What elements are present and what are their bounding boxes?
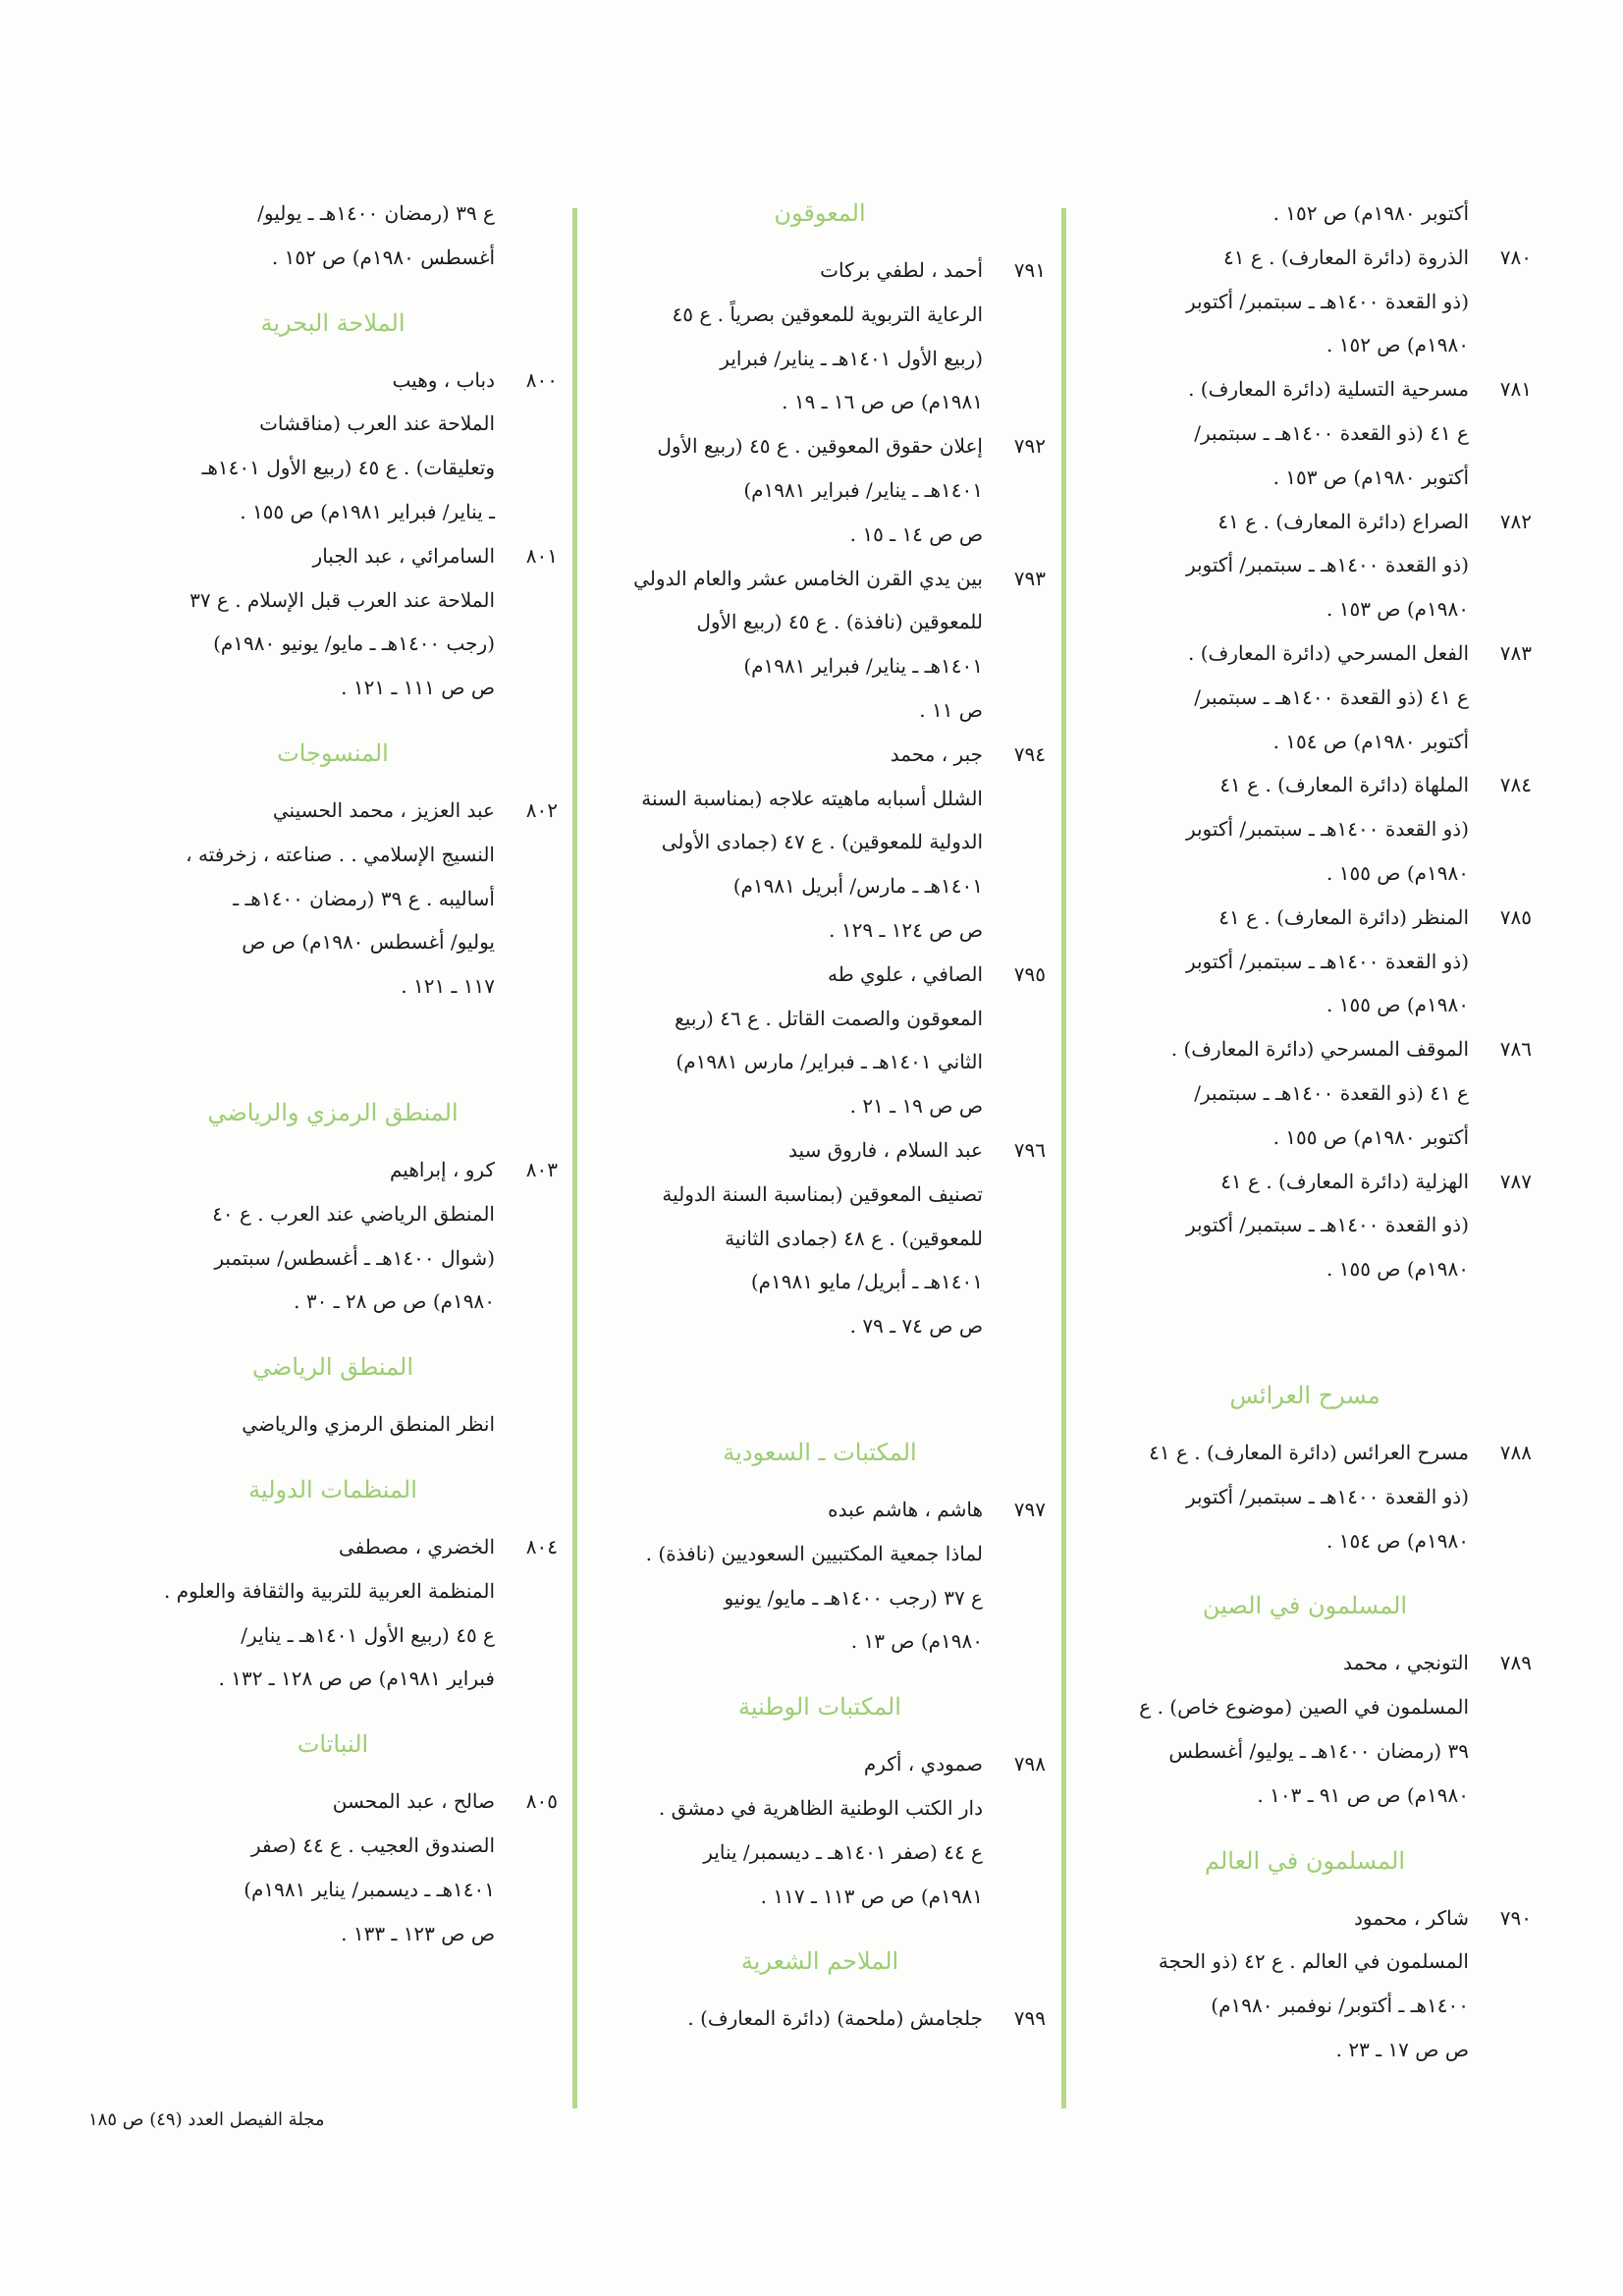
text-line: الملهاة (دائرة المعارف) . ع ٤١: [1219, 773, 1469, 797]
entry-text: [1078, 1896, 1469, 2072]
entry-text: [594, 248, 983, 424]
text-line: ص ص ١١١ ـ ١٢١ .: [341, 676, 495, 700]
text-line: ١٩٨٠م) ص ١٥٥ .: [1325, 860, 1469, 885]
entry-number: ٧٩٧: [1013, 1497, 1046, 1521]
entry-number: ٨٠٤: [525, 1534, 558, 1558]
text-line: ـ يناير/ فبراير ١٩٨١م) ص ١٥٥ .: [240, 499, 495, 523]
column-middle: [594, 191, 1046, 2041]
entry-number: ٧٩٠: [1499, 1905, 1532, 1930]
section-heading: المعوقون: [774, 199, 866, 227]
index-entry: [1078, 1896, 1532, 2072]
text-line: ٣٩ (رمضان ١٤٠٠هـ ـ يوليو/ أغسطس: [1168, 1738, 1469, 1763]
entry-number: ٧٩٢: [1013, 434, 1046, 459]
text-line: للمعوقين (نافذة) . ع ٤٥ (ربيع الأول: [696, 610, 983, 634]
text-line: الملاحة عند العرب (مناقشات: [259, 411, 495, 436]
text-line: (ذو القعدة ١٤٠٠هـ ـ سبتمبر/ أكتوبر: [1185, 553, 1469, 577]
text-line: ١٩٨١م) ص ص ١١٣ ـ ١١٧ .: [760, 1884, 983, 1908]
text-line: ١٩٨٠م) ص ١٣ .: [850, 1629, 983, 1654]
text-line: الشلل أسبابه ماهيته علاجه (بمناسبة السنة: [641, 786, 983, 810]
column-left: [108, 191, 558, 1955]
entry-list: [108, 358, 558, 710]
entry-number: ٨٠١: [525, 543, 558, 568]
entry-number: ٨٠٠: [525, 367, 558, 392]
entry-text: [1078, 367, 1469, 499]
text-line: الفعل المسرحي (دائرة المعارف) .: [1188, 640, 1469, 665]
text-line: يوليو/ أغسطس ١٩٨٠م) ص ص: [242, 930, 495, 955]
text-line: ص ص ١٤ ـ ١٥ .: [849, 521, 983, 546]
text-line: ع ٤٥ (ربيع الأول ١٤٠١هـ ـ يناير/: [241, 1622, 495, 1647]
text-line: دباب ، وهيب: [392, 367, 495, 392]
entry-number: ٧٩٨: [1013, 1752, 1046, 1777]
section-heading: المنظمات الدولية: [248, 1475, 417, 1503]
entry-text: [594, 1488, 983, 1664]
text-line: ١٩٨٠م) ص ١٥٤ .: [1325, 1528, 1469, 1553]
text-line: أكتوبر ١٩٨٠م) ص ١٥٢ .: [1272, 201, 1469, 225]
text-line: ص ص ١٧ ـ ٢٣ .: [1335, 2037, 1469, 2061]
text-line: الصافي ، علوي طه: [827, 961, 983, 986]
entry-text: [1078, 631, 1469, 763]
text-line: الهزلية (دائرة المعارف) . ع ٤١: [1220, 1169, 1469, 1193]
entry-text: [108, 1525, 495, 1701]
index-entry: [594, 1488, 1046, 1664]
text-line: ١٤٠١هـ ـ يناير/ فبراير ١٩٨١م): [743, 477, 983, 502]
entry-number: ٧٨٤: [1499, 773, 1532, 797]
index-entry: [594, 248, 1046, 424]
entry-list: [1078, 1431, 1532, 1562]
entry-number: ٨٠٢: [525, 797, 558, 822]
entry-number: ٧٨٥: [1499, 904, 1532, 929]
text-line: للمعوقين) . ع ٤٨ (جمادى الثانية: [725, 1226, 983, 1250]
entry-number: ٧٩٥: [1013, 961, 1046, 986]
entry-text: [108, 789, 495, 1009]
text-line: ص ص ١٩ ـ ٢١ .: [849, 1094, 983, 1119]
entry-number: ٧٨٣: [1499, 640, 1532, 665]
text-line: ١٤٠١هـ ـ مارس/ أبريل ١٩٨١م): [732, 874, 983, 899]
text-line: مسرح العرائس (دائرة المعارف) . ع ٤١: [1149, 1440, 1469, 1464]
text-line: جلجامش (ملحمة) (دائرة المعارف) .: [687, 2006, 983, 2031]
text-line: ع ٤١ (ذو القعدة ١٤٠٠هـ ـ سبتمبر/: [1194, 420, 1469, 445]
continuation-text: [1078, 191, 1532, 236]
text-line: الخضري ، مصطفى: [338, 1534, 495, 1558]
entry-text: [594, 557, 983, 733]
text-line: إعلان حقوق المعوقين . ع ٤٥ (ربيع الأول: [657, 434, 983, 459]
text-line: ١٤٠١هـ ـ أبريل/ مايو ١٩٨١م): [750, 1270, 983, 1294]
text-line: المنظمة العربية للتربية والثقافة والعلوم .: [164, 1578, 495, 1603]
text-line: الصندوق العجيب . ع ٤٤ (صفر: [250, 1832, 495, 1857]
text-line: ع ٣٧ (رجب ١٤٠٠هـ ـ مايو/ يونيو: [724, 1585, 983, 1610]
index-entry: [594, 1742, 1046, 1918]
column-divider: [572, 208, 577, 2108]
text-line: الثاني ١٤٠١هـ ـ فبراير/ مارس ١٩٨١م): [676, 1050, 983, 1074]
text-line: وتعليقات) . ع ٤٥ (ربيع الأول ١٤٠١هـ: [201, 456, 495, 480]
entry-text: [594, 1742, 983, 1918]
index-entry: [1078, 1027, 1532, 1159]
entry-list: [108, 1779, 558, 1955]
entry-number: ٨٠٣: [525, 1157, 558, 1181]
index-entry: [594, 733, 1046, 953]
index-entry: [108, 358, 558, 534]
index-entry: [594, 1128, 1046, 1348]
index-entry: [1078, 1641, 1532, 1817]
entry-list: [108, 789, 558, 1009]
text-line: لماذا جمعية المكتبيين السعوديين (نافذة) .: [645, 1541, 983, 1565]
text-line: المسلمون في العالم . ع ٤٢ (ذو الحجة: [1158, 1949, 1469, 1974]
section-heading: النباتات: [297, 1730, 369, 1759]
text-line: كرو ، إبراهيم: [390, 1157, 495, 1181]
text-line: أكتوبر ١٩٨٠م) ص ١٥٤ .: [1272, 729, 1469, 753]
text-line: ١٩٨٠م) ص ص ٩١ ـ ١٠٣ .: [1257, 1782, 1469, 1807]
index-entry: [594, 557, 1046, 733]
text-line: ع ٤١ (ذو القعدة ١٤٠٠هـ ـ سبتمبر/: [1194, 1080, 1469, 1105]
column-right: [1078, 191, 1532, 2072]
entry-number: ٧٩١: [1013, 258, 1046, 282]
entry-number: ٧٩٤: [1013, 741, 1046, 766]
text-line: ١٩٨١م) ص ص ١٦ ـ ١٩ .: [782, 390, 983, 414]
entry-text: [594, 733, 983, 953]
text-line: ١٤٠٠هـ ـ أكتوبر/ نوفمبر ١٩٨٠م): [1211, 1994, 1469, 2018]
index-entry: [594, 1996, 1046, 2041]
text-line: ١٤٠١هـ ـ ديسمبر/ يناير ١٩٨١م): [243, 1877, 495, 1901]
text-line: المعوقون والصمت القاتل . ع ٤٦ (ربيع: [675, 1006, 983, 1030]
text-line: عبد السلام ، فاروق سيد: [788, 1137, 983, 1162]
text-line: هاشم ، هاشم عبده: [828, 1497, 983, 1521]
text-line: ١١٧ ـ ١٢١ .: [401, 974, 495, 999]
entry-text: [1078, 1160, 1469, 1291]
entry-text: [1078, 896, 1469, 1027]
index-entry: [1078, 896, 1532, 1027]
entry-number: ٨٠٥: [525, 1789, 558, 1814]
text-line: (ذو القعدة ١٤٠٠هـ ـ سبتمبر/ أكتوبر: [1185, 1213, 1469, 1237]
index-entry: [1078, 236, 1532, 367]
entry-text: [1078, 1027, 1469, 1159]
text-line: ١٩٨٠م) ص ١٥٣ .: [1325, 597, 1469, 622]
index-entry: [1078, 367, 1532, 499]
entry-number: ٧٨٦: [1499, 1037, 1532, 1062]
entry-text: [1078, 763, 1469, 895]
entry-list: [1078, 236, 1532, 1291]
text-line: ص ص ١٢٣ ـ ١٣٣ .: [341, 1921, 495, 1945]
text-line: صالح ، عبد المحسن: [332, 1789, 495, 1814]
text-line: أحمد ، لطفي بركات: [820, 258, 983, 282]
section-heading: المنطق الرمزي والرياضي: [207, 1098, 459, 1126]
text-line: شاكر ، محمود: [1353, 1905, 1469, 1930]
entry-number: ٧٩٦: [1013, 1137, 1046, 1162]
text-line: ١٩٨٠م) ص ١٥٥ .: [1325, 993, 1469, 1017]
entry-number: ٧٨٢: [1499, 509, 1532, 533]
entry-text: [594, 424, 983, 556]
text-line: مسرحية التسلية (دائرة المعارف) .: [1188, 377, 1469, 402]
entry-list: [594, 1488, 1046, 1664]
page-footer: مجلة الفيصل العدد (٤٩) ص ١٨٥: [88, 2109, 325, 2130]
entry-list: [594, 1742, 1046, 1918]
entry-number: ٧٨٠: [1499, 245, 1532, 269]
section-heading: مسرح العرائس: [1229, 1381, 1380, 1409]
entry-text: [108, 534, 495, 710]
index-entry: [108, 789, 558, 1009]
entry-list: [594, 248, 1046, 1348]
text-line: بين يدي القرن الخامس عشر والعام الدولي: [633, 566, 983, 590]
entry-list: [1078, 1896, 1532, 2072]
text-line: أساليبه . ع ٣٩ (رمضان ١٤٠٠هـ ـ: [233, 886, 495, 910]
text-line: عبد العزيز ، محمد الحسيني: [272, 797, 495, 822]
column-divider: [1061, 208, 1066, 2108]
entry-text: [108, 358, 495, 534]
index-entry: [594, 953, 1046, 1128]
section-heading: المسلمون في العالم: [1205, 1846, 1405, 1875]
section-heading: المنسوجات: [277, 738, 389, 767]
entry-number: ٧٩٩: [1013, 2006, 1046, 2031]
text-line: (شوال ١٤٠٠هـ ـ أغسطس/ سبتمبر: [214, 1245, 495, 1270]
text-line: ١٩٨٠م) ص ١٥٢ .: [1325, 333, 1469, 357]
entry-text: [108, 1148, 495, 1324]
text-line: تصنيف المعوقين (بمناسبة السنة الدولية: [662, 1181, 983, 1206]
section-heading: المنطق الرياضي: [251, 1353, 414, 1382]
text-line: ع ٤٤ (صفر ١٤٠١هـ ـ ديسمبر/ يناير: [703, 1839, 983, 1864]
entry-list: [108, 1148, 558, 1324]
entry-text: [1078, 236, 1469, 367]
section-heading: الملاحم الشعرية: [740, 1947, 899, 1976]
text-line: الذروة (دائرة المعارف) . ع ٤١: [1223, 245, 1469, 269]
index-entry: [108, 1525, 558, 1701]
section-heading: المسلمون في الصين: [1202, 1592, 1408, 1620]
index-entry: [1078, 1160, 1532, 1291]
section-heading: المكتبات الوطنية: [738, 1693, 901, 1722]
index-entry: [108, 534, 558, 710]
text-line: المنطق الرياضي عند العرب . ع ٤٠: [212, 1201, 495, 1226]
entry-text: [594, 953, 983, 1128]
entry-number: ٧٨٨: [1499, 1440, 1532, 1464]
text-line: الملاحة عند العرب قبل الإسلام . ع ٣٧: [189, 587, 495, 612]
entry-text: [1078, 500, 1469, 631]
section-heading: الملاحة البحرية: [260, 308, 406, 337]
entry-text: [594, 1996, 983, 2041]
text-line: صمودي ، أكرم: [863, 1752, 983, 1777]
index-entry: [1078, 1431, 1532, 1562]
text-line: (ذو القعدة ١٤٠٠هـ ـ سبتمبر/ أكتوبر: [1185, 289, 1469, 313]
text-line: التونجي ، محمد: [1342, 1651, 1469, 1675]
text-line: ١٩٨٠م) ص ص ٢٨ ـ ٣٠ .: [294, 1289, 495, 1314]
text-line: أكتوبر ١٩٨٠م) ص ١٥٣ .: [1272, 465, 1469, 489]
entry-number: ٧٨١: [1499, 377, 1532, 402]
entry-number: ٧٨٩: [1499, 1651, 1532, 1675]
text-line: ١٩٨٠م) ص ١٥٥ .: [1325, 1257, 1469, 1282]
text-line: النسيج الإسلامي . . صناعته ، زخرفته ،: [186, 842, 495, 866]
text-line: (رجب ١٤٠٠هـ ـ مايو/ يونيو ١٩٨٠م): [213, 631, 495, 656]
text-line: ص ص ١٢٤ ـ ١٢٩ .: [829, 917, 983, 942]
entry-text: [1078, 1431, 1469, 1562]
entry-list: [1078, 1641, 1532, 1817]
text-line: أكتوبر ١٩٨٠م) ص ١٥٥ .: [1272, 1124, 1469, 1149]
text-line: (ذو القعدة ١٤٠٠هـ ـ سبتمبر/ أكتوبر: [1185, 949, 1469, 973]
entry-list: [108, 1525, 558, 1701]
text-line: ١٤٠١هـ ـ يناير/ فبراير ١٩٨١م): [743, 654, 983, 679]
text-line: أغسطس ١٩٨٠م) ص ١٥٢ .: [271, 245, 495, 269]
text-line: دار الكتب الوطنية الظاهرية في دمشق .: [658, 1795, 983, 1820]
text-line: فبراير ١٩٨١م) ص ص ١٢٨ ـ ١٣٢ .: [218, 1667, 495, 1691]
entry-number: ٧٩٣: [1013, 566, 1046, 590]
text-line: (ربيع الأول ١٤٠١هـ ـ يناير/ فبراير: [720, 346, 983, 370]
text-line: ص ١١ .: [919, 697, 983, 722]
index-entry: [594, 424, 1046, 556]
see-reference: انظر المنطق الرمزي والرياضي: [242, 1412, 495, 1437]
section-heading: المكتبات ـ السعودية: [723, 1438, 917, 1466]
text-line: ص ص ٧٤ ـ ٧٩ .: [849, 1314, 983, 1339]
entry-number: ٧٨٧: [1499, 1169, 1532, 1193]
index-entry: [108, 1148, 558, 1324]
index-entry: [1078, 631, 1532, 763]
entry-text: [108, 1779, 495, 1955]
text-line: الصراع (دائرة المعارف) . ع ٤١: [1217, 509, 1469, 533]
index-entry: [1078, 500, 1532, 631]
index-entry: [1078, 763, 1532, 895]
text-line: السامرائي ، عبد الجبار: [312, 543, 495, 568]
text-line: الرعاية التربوية للمعوقين بصرياً . ع ٤٥: [672, 301, 983, 326]
text-line: المنظر (دائرة المعارف) . ع ٤١: [1218, 904, 1469, 929]
text-line: (ذو القعدة ١٤٠٠هـ ـ سبتمبر/ أكتوبر: [1185, 817, 1469, 842]
entry-text: [594, 1128, 983, 1348]
text-line: الموقف المسرحي (دائرة المعارف) .: [1170, 1037, 1469, 1062]
continuation-text: [108, 191, 558, 280]
text-line: الدولية للمعوقين) . ع ٤٧ (جمادى الأولى: [661, 830, 983, 854]
text-line: جبر ، محمد: [890, 741, 983, 766]
text-line: (ذو القعدة ١٤٠٠هـ ـ سبتمبر/ أكتوبر: [1185, 1484, 1469, 1508]
entry-list: [594, 1996, 1046, 2041]
text-line: ع ٤١ (ذو القعدة ١٤٠٠هـ ـ سبتمبر/: [1194, 684, 1469, 709]
index-entry: [108, 1779, 558, 1955]
text-line: ع ٣٩ (رمضان ١٤٠٠هـ ـ يوليو/: [257, 201, 495, 225]
text-line: المسلمون في الصين (موضوع خاص) . ع: [1139, 1695, 1469, 1720]
entry-text: [1078, 1641, 1469, 1817]
